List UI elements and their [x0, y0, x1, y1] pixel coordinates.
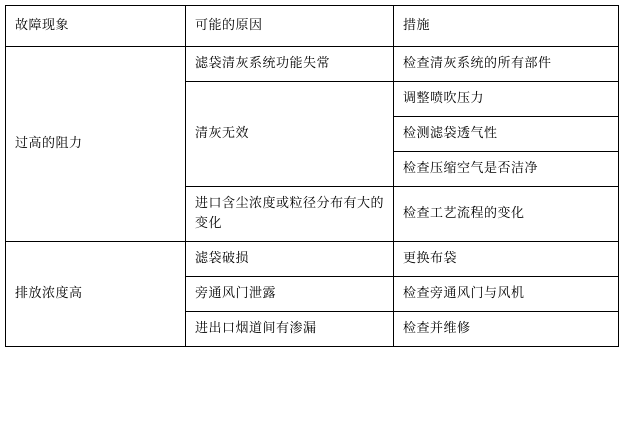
cause-cell: 旁通风门泄露	[186, 277, 394, 312]
column-header-cause: 可能的原因	[186, 6, 394, 47]
measure-cell: 检查清灰系统的所有部件	[394, 47, 619, 82]
measure-cell: 检查并维修	[394, 312, 619, 347]
cause-cell: 进口含尘浓度或粒径分布有大的变化	[186, 187, 394, 242]
table-header-row	[6, 6, 619, 47]
document-page	[0, 5, 624, 438]
table-row	[6, 47, 619, 82]
fault-troubleshooting-table	[5, 5, 619, 347]
measure-cell: 检查压缩空气是否洁净	[394, 152, 619, 187]
cause-cell: 清灰无效	[186, 82, 394, 187]
column-header-measure: 措施	[394, 6, 619, 47]
measure-cell: 检查旁通风门与风机	[394, 277, 619, 312]
table-row	[6, 242, 619, 277]
measure-cell: 检查工艺流程的变化	[394, 187, 619, 242]
measure-cell: 检测滤袋透气性	[394, 117, 619, 152]
cause-cell: 滤袋清灰系统功能失常	[186, 47, 394, 82]
symptom-cell-high-emission: 排放浓度高	[6, 242, 186, 347]
measure-cell: 更换布袋	[394, 242, 619, 277]
cause-cell: 进出口烟道间有渗漏	[186, 312, 394, 347]
symptom-cell-high-resistance: 过高的阻力	[6, 47, 186, 242]
measure-cell: 调整喷吹压力	[394, 82, 619, 117]
column-header-symptom: 故障现象	[6, 6, 186, 47]
cause-cell: 滤袋破损	[186, 242, 394, 277]
